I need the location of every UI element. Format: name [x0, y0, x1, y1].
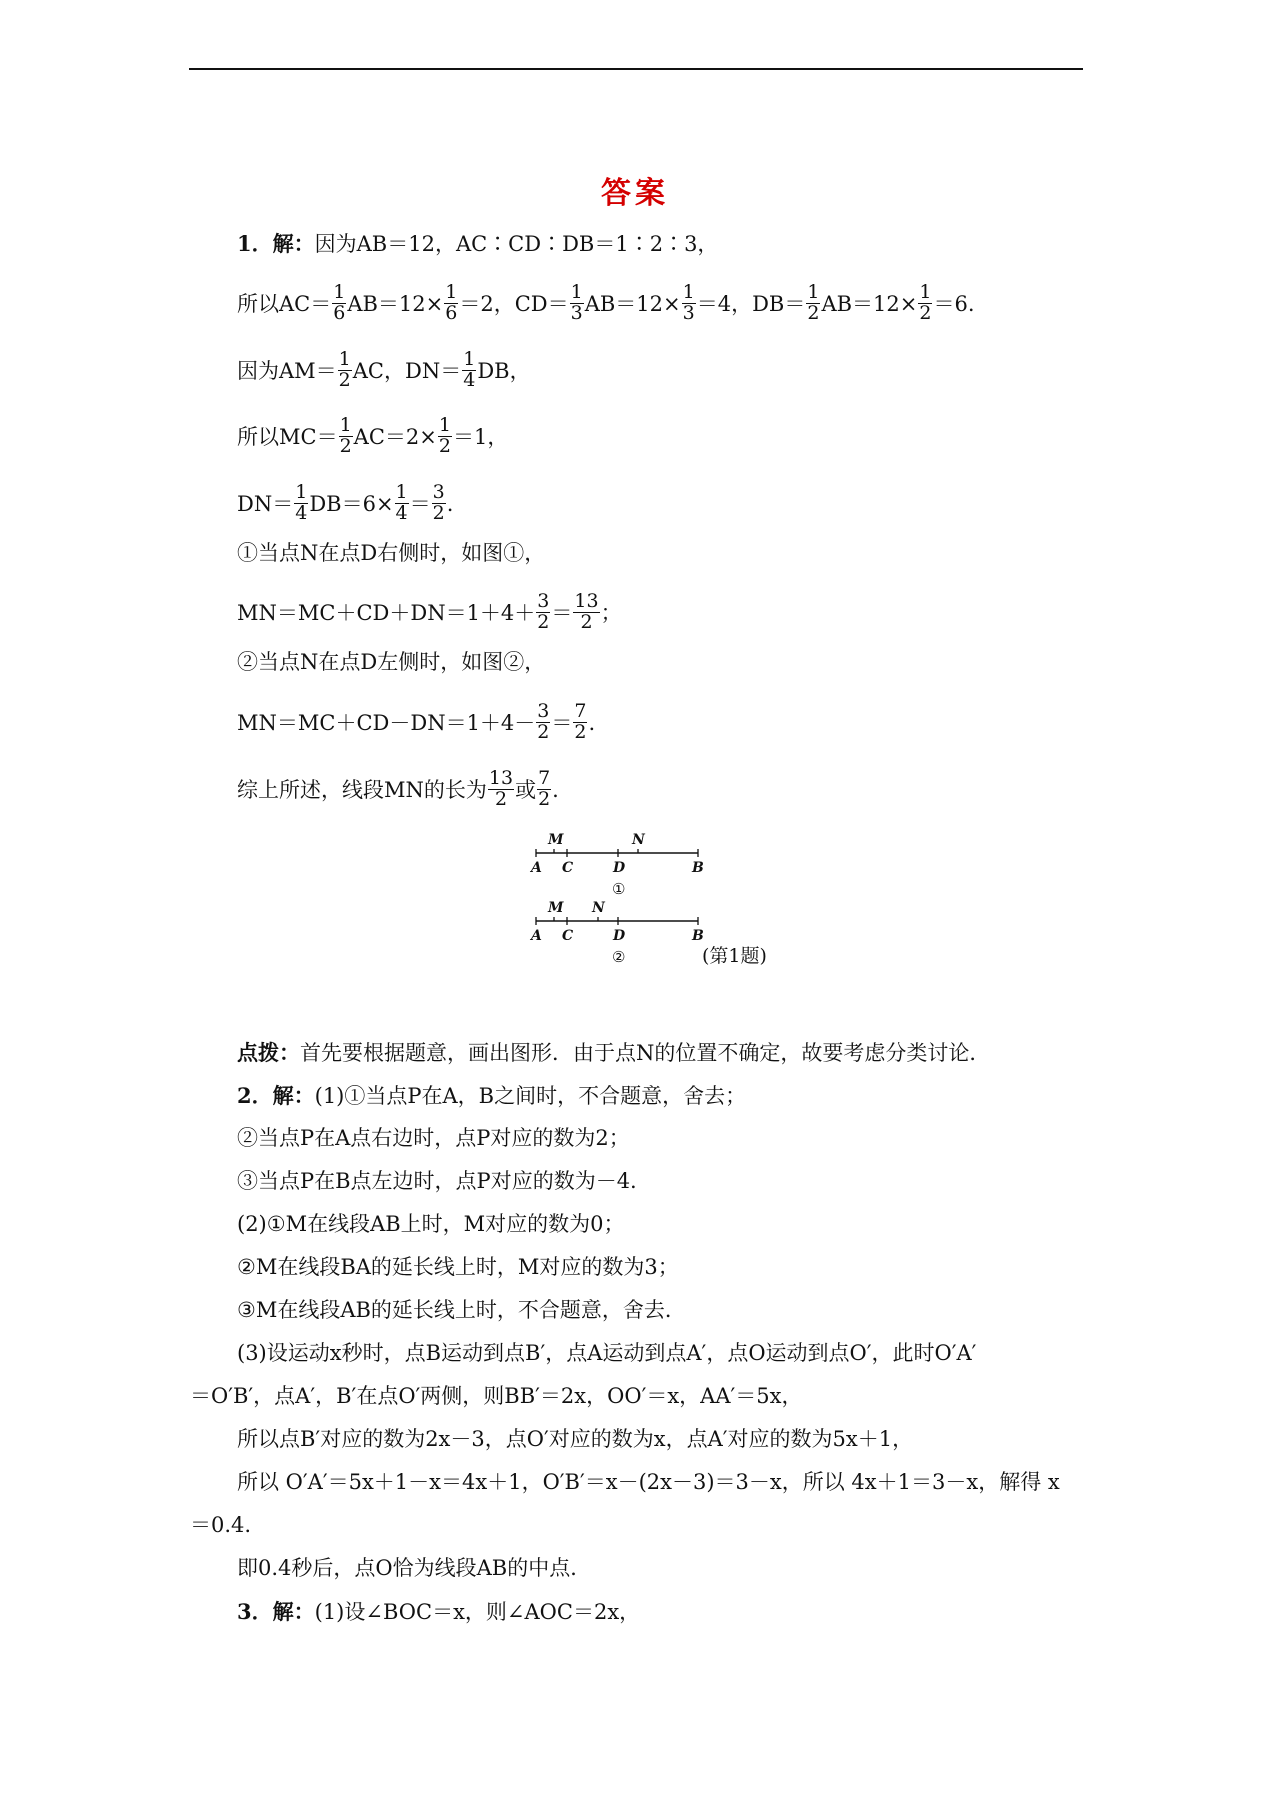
text-run: ＝6. — [933, 291, 975, 316]
fraction: $\frac{1}{4}$ — [463, 348, 476, 391]
fraction: $\frac{1}{2}$ — [919, 281, 932, 324]
text-run: (1)①当点P在A，B之间时，不合题意，舍去； — [314, 1084, 747, 1108]
hint-label: 点拨： — [237, 1040, 300, 1065]
text-run: 或 — [515, 777, 537, 802]
q2-line-6: ③M在线段AB的延长线上时，不合题意，舍去． — [237, 1298, 686, 1322]
text-run: ＝1， — [452, 424, 509, 449]
text-run: (1)设∠BOC＝x，则∠AOC＝2x， — [314, 1600, 641, 1624]
fig1-label-d: D — [613, 860, 626, 876]
fig1-label-m: M — [548, 832, 564, 848]
fig1-label-n: N — [632, 832, 645, 848]
fig1-label-b: B — [692, 860, 704, 876]
q1-hint-line — [237, 1042, 990, 1064]
q3-label: 3．解： — [237, 1599, 315, 1624]
fraction: $\frac{3}{2}$ — [537, 590, 550, 633]
q1-line-4 — [237, 414, 509, 459]
fraction: $\frac{1}{6}$ — [445, 281, 458, 324]
text-run: 综上所述，线段MN的长为 — [237, 777, 487, 802]
fraction: $\frac{1}{2}$ — [438, 414, 451, 457]
fig1-number: ① — [612, 880, 626, 898]
fraction: $\frac{3}{2}$ — [537, 700, 550, 743]
fraction: $\frac{1}{2}$ — [338, 348, 351, 391]
text-run: ； — [600, 600, 622, 625]
q2-label: 2．解： — [237, 1083, 315, 1108]
fraction: $\frac{1}{4}$ — [395, 481, 408, 524]
fig2-label-b: B — [692, 928, 704, 944]
q2-line-9: 所以点B′对应的数为2x－3，点O′对应的数为x，点A′对应的数为5x＋1， — [237, 1427, 914, 1451]
q1-given: 因为AB＝12，AC∶CD∶DB＝1∶2∶3， — [314, 232, 719, 256]
fraction: $\frac{7}{2}$ — [538, 767, 551, 810]
text-run: . — [446, 491, 454, 516]
q1-line-9 — [237, 700, 596, 745]
text-run: ＝ — [551, 600, 573, 625]
text-run: 所以MC＝ — [237, 424, 338, 449]
fraction: $\frac{1}{4}$ — [295, 481, 308, 524]
fig2-number: ② — [612, 948, 626, 966]
q1-line-3 — [237, 348, 531, 393]
q2-line-12: 即0.4秒后，点O恰为线段AB的中点． — [237, 1556, 592, 1580]
q1-line-5 — [237, 481, 454, 526]
fraction: $\frac{1}{3}$ — [570, 281, 583, 324]
text-run: ＝4，DB＝ — [696, 291, 806, 316]
text-run: . — [588, 710, 596, 735]
fraction: $\frac{3}{2}$ — [432, 481, 445, 524]
text-run: ＝ — [409, 491, 431, 516]
text-run: AC，DN＝ — [352, 358, 462, 383]
fig1-label-a: A — [531, 860, 542, 876]
text-run: MN＝MC＋CD－DN＝1＋4－ — [237, 710, 536, 735]
q2-line-4: (2)①M在线段AB上时，M对应的数为0； — [237, 1212, 625, 1236]
segment-figure — [520, 830, 800, 970]
q1-label: 1．解： — [237, 231, 315, 256]
header-rule — [189, 68, 1083, 70]
fraction: $\frac{1}{2}$ — [807, 281, 820, 324]
fraction: $\frac{1}{2}$ — [339, 414, 352, 457]
text-run: . — [552, 777, 559, 802]
text-run: ＝ — [551, 710, 573, 735]
fraction: $\frac{1}{3}$ — [682, 281, 695, 324]
fig2-label-m: M — [548, 900, 564, 916]
q1-line-10 — [237, 767, 559, 812]
q2-line-7: (3)设运动x秒时，点B运动到点B′，点A运动到点A′，点O运动到点O′，此时O′A′ — [237, 1341, 977, 1365]
q1-figure — [520, 830, 800, 970]
text-run: 所以AC＝ — [237, 291, 332, 316]
fig1-label-c: C — [562, 860, 574, 876]
q2-line-2: ②当点P在A点右边时，点P对应的数为2； — [237, 1126, 630, 1150]
text-run: MN＝MC＋CD＋DN＝1＋4＋ — [237, 600, 536, 625]
text-run: AB＝12× — [821, 291, 918, 316]
text-run: DB， — [477, 358, 531, 383]
q1-case2: ②当点N在点D左侧时，如图②， — [237, 650, 546, 674]
figure-caption: (第1题) — [702, 945, 767, 967]
q2-line-1 — [237, 1085, 746, 1107]
text-run: AB＝12× — [347, 291, 444, 316]
hint-text: 首先要根据题意，画出图形．由于点N的位置不确定，故要考虑分类讨论． — [300, 1041, 991, 1065]
q3-line-1 — [237, 1601, 640, 1623]
text-run: 因为AM＝ — [237, 358, 337, 383]
text-run: ＝2，CD＝ — [459, 291, 569, 316]
fig2-label-a: A — [531, 928, 542, 944]
text-run: AB＝12× — [584, 291, 681, 316]
text-run: DN＝ — [237, 491, 294, 516]
q1-line-2 — [237, 281, 975, 326]
q2-line-10: 所以 O′A′＝5x＋1－x＝4x＋1，O′B′＝x－(2x－3)＝3－x，所以 4x＋1＝3－x，解得 x — [237, 1470, 1060, 1494]
page-title: 答案 — [601, 176, 669, 211]
q1-case1: ①当点N在点D右侧时，如图①， — [237, 541, 546, 565]
fraction: $\frac{1}{6}$ — [333, 281, 346, 324]
q2-line-5: ②M在线段BA的延长线上时，M对应的数为3； — [237, 1255, 679, 1279]
text-run: AC＝2× — [353, 424, 437, 449]
q2-line-3: ③当点P在B点左边时，点P对应的数为－4. — [237, 1169, 637, 1193]
fig2-label-c: C — [562, 928, 574, 944]
fraction: $\frac{7}{2}$ — [574, 700, 587, 743]
q1-line-7 — [237, 590, 622, 635]
q2-line-8: ＝O′B′，点A′，B′在点O′两侧，则BB′＝2x，OO′＝x，AA′＝5x， — [190, 1384, 803, 1408]
text-run: DB＝6× — [309, 491, 394, 516]
fig2-label-d: D — [613, 928, 626, 944]
q1-given-line — [237, 233, 718, 255]
fraction: $\frac{13}{2}$ — [574, 590, 599, 633]
q2-line-11: ＝0.4. — [190, 1513, 252, 1537]
fraction: $\frac{13}{2}$ — [488, 767, 514, 810]
fig2-label-n: N — [592, 900, 605, 916]
